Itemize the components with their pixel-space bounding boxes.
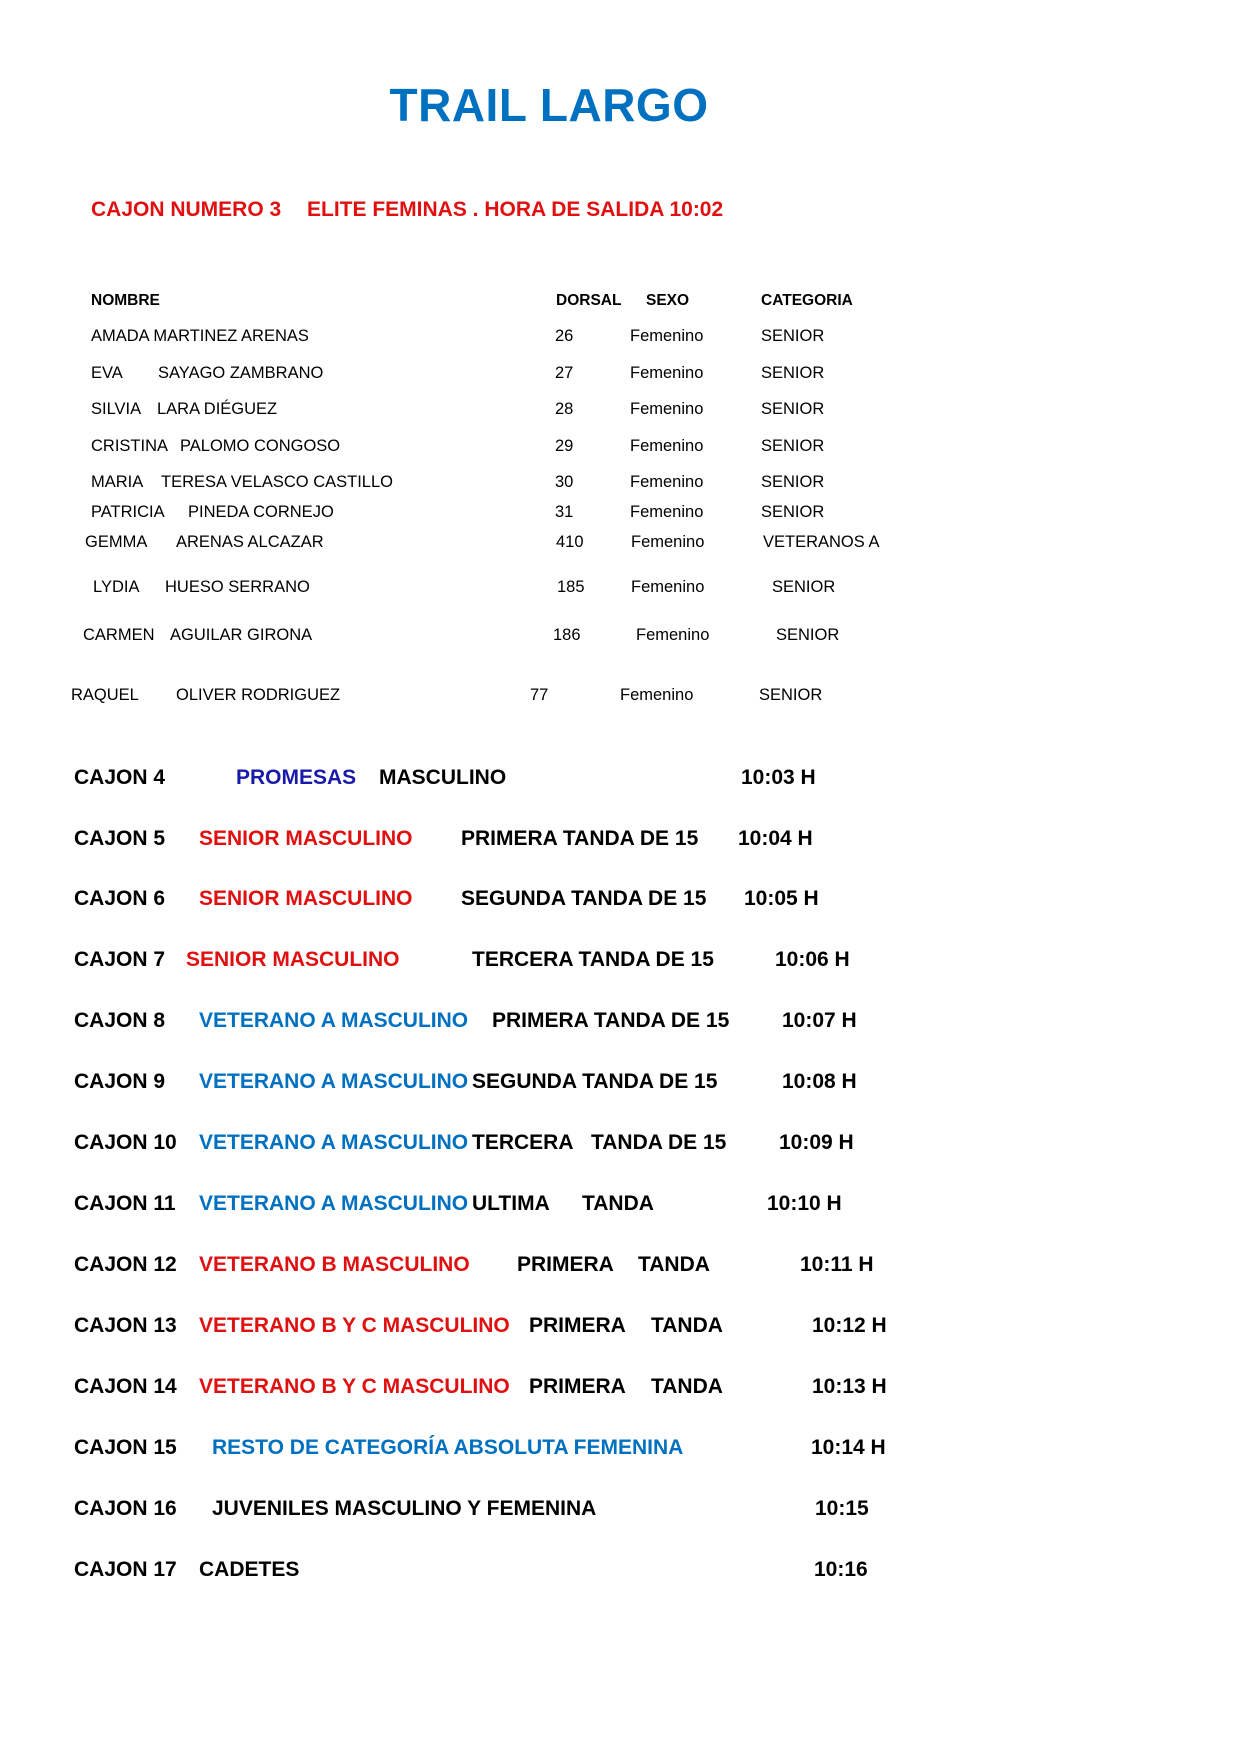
header-nombre: NOMBRE bbox=[91, 292, 160, 309]
cajon-category: VETERANO A MASCULINO bbox=[199, 1131, 469, 1154]
cajon-extra-2: TANDA bbox=[651, 1314, 723, 1337]
cajon-extra: ULTIMA bbox=[472, 1192, 550, 1215]
runner-dorsal: 27 bbox=[555, 364, 574, 382]
cajon-category: CADETES bbox=[199, 1558, 300, 1581]
runner-first-name: GEMMA bbox=[85, 533, 148, 551]
cajon-label: CAJON 13 bbox=[74, 1314, 177, 1337]
cajon-time: 10:09 H bbox=[779, 1131, 854, 1154]
page-title: TRAIL LARGO bbox=[389, 79, 709, 131]
runner-dorsal: 28 bbox=[555, 400, 574, 418]
cajon-label: CAJON 12 bbox=[74, 1253, 177, 1276]
runner-sexo: Femenino bbox=[631, 578, 705, 596]
cajon-label: CAJON 6 bbox=[74, 887, 166, 910]
runner-last-name: HUESO SERRANO bbox=[165, 578, 310, 596]
cajon-3-description: ELITE FEMINAS . HORA DE SALIDA 10:02 bbox=[307, 198, 724, 221]
cajon-extra: PRIMERA TANDA DE 15 bbox=[492, 1009, 730, 1032]
cajon-category: JUVENILES MASCULINO Y FEMENINA bbox=[212, 1497, 597, 1520]
cajon-label: CAJON 4 bbox=[74, 766, 166, 789]
cajon-category: VETERANO B MASCULINO bbox=[199, 1253, 470, 1276]
cajon-category: RESTO DE CATEGORÍA ABSOLUTA FEMENINA bbox=[212, 1436, 684, 1459]
runner-sexo: Femenino bbox=[631, 533, 705, 551]
cajon-extra-2: TANDA bbox=[638, 1253, 710, 1276]
runner-last-name: LARA DIÉGUEZ bbox=[157, 400, 278, 418]
runner-categoria: SENIOR bbox=[761, 364, 825, 382]
cajon-label: CAJON 11 bbox=[74, 1192, 176, 1215]
runner-last-name: SAYAGO ZAMBRANO bbox=[158, 364, 324, 382]
runner-first-name: PATRICIA bbox=[91, 503, 165, 521]
cajon-time: 10:08 H bbox=[782, 1070, 857, 1093]
cajon-extra-2: TANDA bbox=[651, 1375, 723, 1398]
cajon-extra: PRIMERA bbox=[529, 1314, 626, 1337]
runner-dorsal: 29 bbox=[555, 437, 574, 455]
runner-dorsal: 186 bbox=[553, 626, 581, 644]
runner-last-name: ARENAS ALCAZAR bbox=[176, 533, 324, 551]
cajon-time: 10:03 H bbox=[741, 766, 816, 789]
cajon-time: 10:05 H bbox=[744, 887, 819, 910]
runner-dorsal: 30 bbox=[555, 473, 574, 491]
runner-sexo: Femenino bbox=[630, 503, 704, 521]
runner-first-name: LYDIA bbox=[93, 578, 140, 596]
cajon-time: 10:07 H bbox=[782, 1009, 857, 1032]
cajon-extra: PRIMERA TANDA DE 15 bbox=[461, 827, 699, 850]
runner-categoria: SENIOR bbox=[759, 686, 823, 704]
runner-first-name: MARIA bbox=[91, 473, 144, 491]
cajon-category: PROMESAS bbox=[236, 766, 357, 789]
runner-last-name: TERESA VELASCO CASTILLO bbox=[161, 473, 393, 491]
runner-last-name: OLIVER RODRIGUEZ bbox=[176, 686, 341, 704]
cajon-time: 10:16 bbox=[814, 1558, 868, 1581]
runner-first-name: SILVIA bbox=[91, 400, 142, 418]
cajon-category: VETERANO A MASCULINO bbox=[199, 1070, 469, 1093]
cajon-category: VETERANO A MASCULINO bbox=[199, 1009, 469, 1032]
runner-categoria: VETERANOS A bbox=[763, 533, 880, 551]
runner-dorsal: 26 bbox=[555, 327, 574, 345]
runner-sexo: Femenino bbox=[630, 364, 704, 382]
runner-categoria: SENIOR bbox=[761, 327, 825, 345]
runner-sexo: Femenino bbox=[630, 327, 704, 345]
cajon-category: VETERANO B Y C MASCULINO bbox=[199, 1375, 510, 1398]
runner-last-name: AGUILAR GIRONA bbox=[170, 626, 313, 644]
cajon-category: VETERANO B Y C MASCULINO bbox=[199, 1314, 510, 1337]
cajon-category: VETERANO A MASCULINO bbox=[199, 1192, 469, 1215]
runner-first-name: CRISTINA bbox=[91, 437, 169, 455]
runner-first-name: RAQUEL bbox=[71, 686, 139, 704]
cajon-extra: MASCULINO bbox=[379, 766, 507, 789]
cajon-extra: TERCERA TANDA DE 15 bbox=[472, 948, 714, 971]
cajon-category: SENIOR MASCULINO bbox=[199, 827, 413, 850]
header-sexo: SEXO bbox=[646, 292, 690, 309]
runner-sexo: Femenino bbox=[636, 626, 710, 644]
runner-sexo: Femenino bbox=[630, 473, 704, 491]
cajon-time: 10:15 bbox=[815, 1497, 869, 1520]
cajon-extra: TERCERA bbox=[472, 1131, 574, 1154]
cajon-category: SENIOR MASCULINO bbox=[186, 948, 400, 971]
cajon-label: CAJON 8 bbox=[74, 1009, 166, 1032]
runner-sexo: Femenino bbox=[620, 686, 694, 704]
runner-categoria: SENIOR bbox=[776, 626, 840, 644]
cajon-extra: SEGUNDA TANDA DE 15 bbox=[472, 1070, 718, 1093]
cajon-time: 10:06 H bbox=[775, 948, 850, 971]
cajon-time: 10:04 H bbox=[738, 827, 813, 850]
cajon-time: 10:10 H bbox=[767, 1192, 842, 1215]
runner-sexo: Femenino bbox=[630, 437, 704, 455]
cajon-time: 10:13 H bbox=[812, 1375, 887, 1398]
runner-sexo: Femenino bbox=[630, 400, 704, 418]
runner-categoria: SENIOR bbox=[772, 578, 836, 596]
cajon-category: SENIOR MASCULINO bbox=[199, 887, 413, 910]
runner-dorsal: 185 bbox=[557, 578, 585, 596]
cajon-label: CAJON 5 bbox=[74, 827, 166, 850]
cajon-time: 10:11 H bbox=[800, 1253, 874, 1276]
cajon-3-label: CAJON NUMERO 3 bbox=[91, 198, 282, 221]
runner-categoria: SENIOR bbox=[761, 473, 825, 491]
cajon-extra: SEGUNDA TANDA DE 15 bbox=[461, 887, 707, 910]
runner-last-name: PALOMO CONGOSO bbox=[180, 437, 341, 455]
cajon-extra: PRIMERA bbox=[529, 1375, 626, 1398]
cajon-label: CAJON 7 bbox=[74, 948, 166, 971]
runner-first-name: AMADA MARTINEZ ARENAS bbox=[91, 327, 309, 345]
runner-last-name: PINEDA CORNEJO bbox=[188, 503, 334, 521]
cajon-extra-2: TANDA DE 15 bbox=[591, 1131, 727, 1154]
cajon-label: CAJON 15 bbox=[74, 1436, 177, 1459]
cajon-label: CAJON 14 bbox=[74, 1375, 177, 1398]
runner-first-name: CARMEN bbox=[83, 626, 155, 644]
runner-categoria: SENIOR bbox=[761, 400, 825, 418]
cajon-time: 10:14 H bbox=[811, 1436, 886, 1459]
runner-first-name: EVA bbox=[91, 364, 123, 382]
runner-categoria: SENIOR bbox=[761, 437, 825, 455]
cajon-extra: PRIMERA bbox=[517, 1253, 614, 1276]
runner-dorsal: 77 bbox=[530, 686, 549, 704]
header-categoria: CATEGORIA bbox=[761, 292, 853, 309]
cajon-time: 10:12 H bbox=[812, 1314, 887, 1337]
header-dorsal: DORSAL bbox=[556, 292, 622, 309]
runner-categoria: SENIOR bbox=[761, 503, 825, 521]
cajon-label: CAJON 17 bbox=[74, 1558, 177, 1581]
runner-dorsal: 410 bbox=[556, 533, 584, 551]
cajon-label: CAJON 16 bbox=[74, 1497, 177, 1520]
cajon-extra-2: TANDA bbox=[582, 1192, 654, 1215]
cajon-label: CAJON 10 bbox=[74, 1131, 177, 1154]
runner-dorsal: 31 bbox=[555, 503, 574, 521]
cajon-label: CAJON 9 bbox=[74, 1070, 166, 1093]
